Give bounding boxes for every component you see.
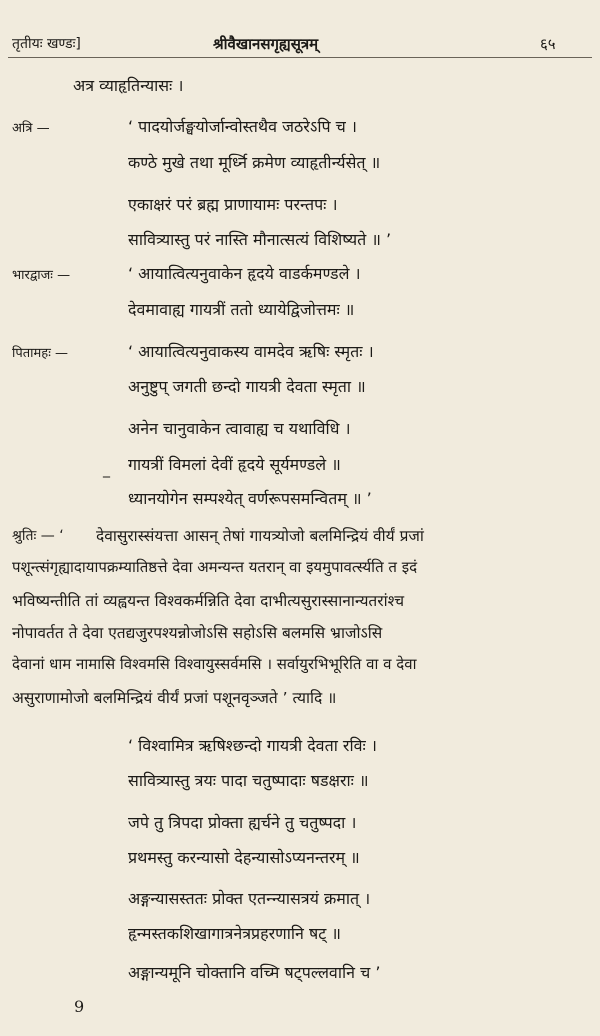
closing-verse-3: जपे तु त्रिपदा प्रोक्ता ह्यर्चने तु चतुष्पदा । <box>128 813 357 832</box>
shruti-line-3: भविष्यन्तीति तां व्यह्वयन्त विश्वकर्मन्निति देवा दाभीत्यसुरास्सानान्यतरांश्च <box>12 592 405 610</box>
pitamaha-label: पितामहः — <box>12 346 68 361</box>
closing-verse-1: ‘ विश्वामित्र ऋषिश्छन्दो गायत्री देवता रविः । <box>128 736 377 755</box>
atri-verse-3: एकाक्षरं परं ब्रह्म प्राणायामः परन्तपः । <box>128 195 338 214</box>
bharadvaja-verse-2: देवमावाह्य गायत्रीं ततो ध्यायेद्विजोत्तमः ॥ <box>128 300 355 319</box>
pitamaha-verse-5: ध्यानयोगेन सम्पश्येत् वर्णरूपसमन्वितम् ॥ ’ <box>128 489 372 508</box>
shruti-line-2: पशून्त्संगृह्यादायापक्रम्यातिष्ठत्ते देवा अमन्यन्त यतरान् वा इयमुपावर्त्स्यति त इदं <box>12 558 418 576</box>
margin-mark: _ <box>103 462 110 478</box>
closing-verse-7: अङ्गान्यमूनि चोक्तानि वच्मि षट्पल्लवानि च ’ <box>128 963 381 982</box>
header-rule <box>8 57 592 58</box>
atri-verse-4: सावित्र्यास्तु परं नास्ति मौनात्सत्यं विशिष्यते ॥ ’ <box>128 230 392 249</box>
bharadvaja-verse-1: ‘ आयात्वित्यनुवाकेन हृदये वाडर्कमण्डले । <box>128 264 361 283</box>
shruti-line-4: नोपावर्तत ते देवा एतद्यजुरपश्यन्नोजोऽसि सहोऽसि बलमसि भ्राजोऽसि <box>12 624 383 642</box>
closing-verse-5: अङ्गन्यासस्ततः प्रोक्त एतन्न्यासत्रयं क्रमात् । <box>128 889 371 908</box>
atri-verse-1: ‘ पादयोर्जङ्घयोर्जान्वोस्तथैव जठरेऽपि च । <box>128 117 357 136</box>
shruti-label: श्रुतिः — ‘ <box>12 528 64 544</box>
shruti-line-5: देवानां धाम नामासि विश्वमसि विश्वायुस्सर्वमसि । सर्वायुरभिभूरिति वा व देवा <box>12 655 417 673</box>
page-number: ६५ <box>540 35 556 53</box>
bharadvaja-label: भारद्वाजः — <box>12 268 71 283</box>
pitamaha-verse-4: गायत्रीं विमलां देवीं हृदये सूर्यमण्डले ॥ <box>128 455 341 474</box>
running-title: श्रीवैखानसगृह्यसूत्रम् <box>213 35 319 53</box>
atri-label: अत्रि — <box>12 121 50 136</box>
folio-number: 9 <box>74 997 85 1016</box>
shruti-line-6: असुराणामोजो बलमिन्द्रियं वीर्यं प्रजां पशूनवृञ्जते ’ त्यादि ॥ <box>12 689 337 707</box>
pitamaha-verse-3: अनेन चानुवाकेन त्वावाह्य च यथाविधि । <box>128 419 351 438</box>
atri-verse-2: कण्ठे मुखे तथा मूर्ध्नि क्रमेण व्याहृतीर्न्यसेत् ॥ <box>128 153 381 172</box>
shruti-line-1: देवासुरास्संयत्ता आसन् तेषां गायत्र्योजो बलमिन्द्रियं वीर्यं प्रजां <box>96 527 424 545</box>
closing-verse-4: प्रथमस्तु करन्यासो देहन्यासोऽप्यनन्तरम् ॥ <box>128 848 360 867</box>
closing-verse-6: हृन्मस्तकशिखागात्रनेत्रप्रहरणानि षट् ॥ <box>128 924 341 943</box>
intro-line: अत्र व्याहृतिन्यासः । <box>73 76 184 95</box>
closing-verse-2: सावित्र्यास्तु त्रयः पादा चतुष्पादाः षडक्षराः ॥ <box>128 771 369 790</box>
pitamaha-verse-2: अनुष्टुप् जगती छन्दो गायत्री देवता स्मृता ॥ <box>128 377 366 396</box>
section-header: तृतीयः खण्डः] <box>12 36 81 52</box>
pitamaha-verse-1: ‘ आयात्वित्यनुवाकस्य वामदेव ऋषिः स्मृतः । <box>128 342 374 361</box>
